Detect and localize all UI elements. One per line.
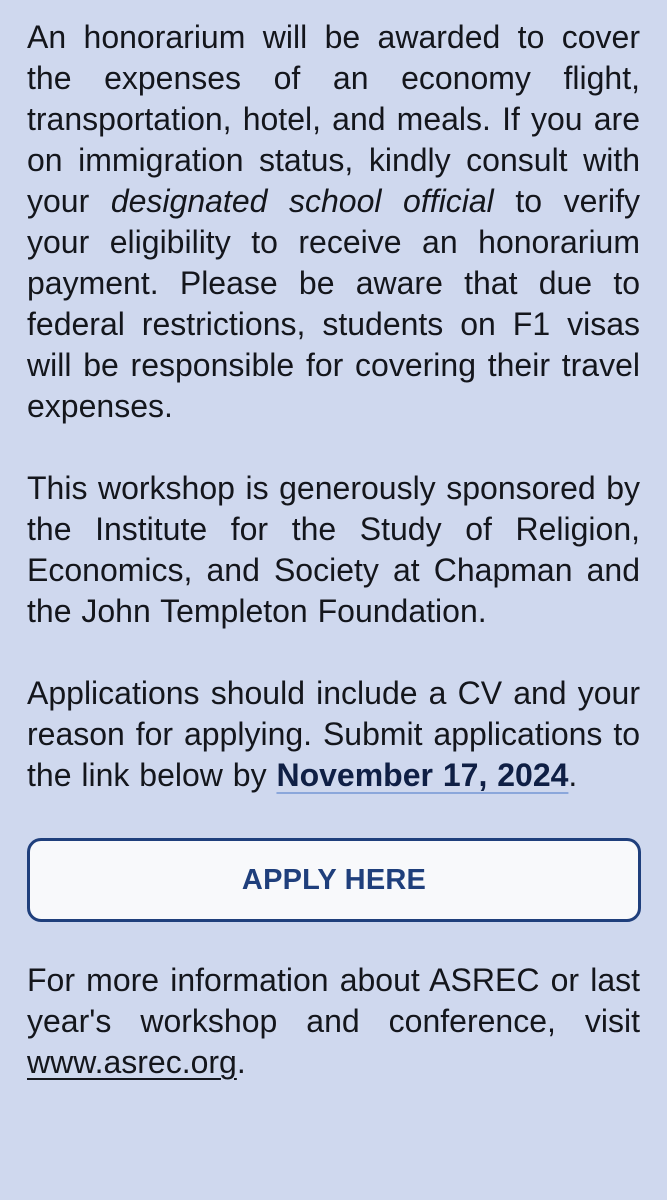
apply-button-container (27, 838, 640, 922)
application-paragraph-suffix: . (568, 757, 578, 793)
deadline-date: November 17, 2024 (276, 757, 569, 793)
more-info-suffix: . (236, 1044, 246, 1080)
apply-here-button[interactable]: APPLY HERE (27, 838, 641, 922)
designated-school-official-text: designated school official (110, 183, 494, 219)
honorarium-text: An honorarium will be awarded to cover the expenses of an economy flight, transportation, hotel, and meals. If you are on immigration status, kindly consult with your (27, 19, 640, 219)
application-paragraph (27, 673, 640, 796)
sponsorship-paragraph: This workshop is generously sponsored by the Institute for the Study of Religion, Economics, and Society at Chapman and the John Templeton Foundation. (27, 470, 640, 629)
more-info-paragraph (27, 960, 640, 1083)
more-info-text: For more information about ASREC or last year's workshop and conference, visit (27, 962, 640, 1039)
honorarium-paragraph (27, 17, 640, 427)
honorarium-text-continued: to verify your eligibility to receive an honorarium payment. Please be aware that due to federal restrictions, students on F1 visas will be responsible for covering their travel expenses. (27, 183, 641, 424)
asrec-website-link[interactable]: www.asrec.org (27, 1044, 237, 1080)
application-instructions-text: Applications should include a CV and your reason for applying. Submit applications to the link below by (27, 675, 640, 793)
